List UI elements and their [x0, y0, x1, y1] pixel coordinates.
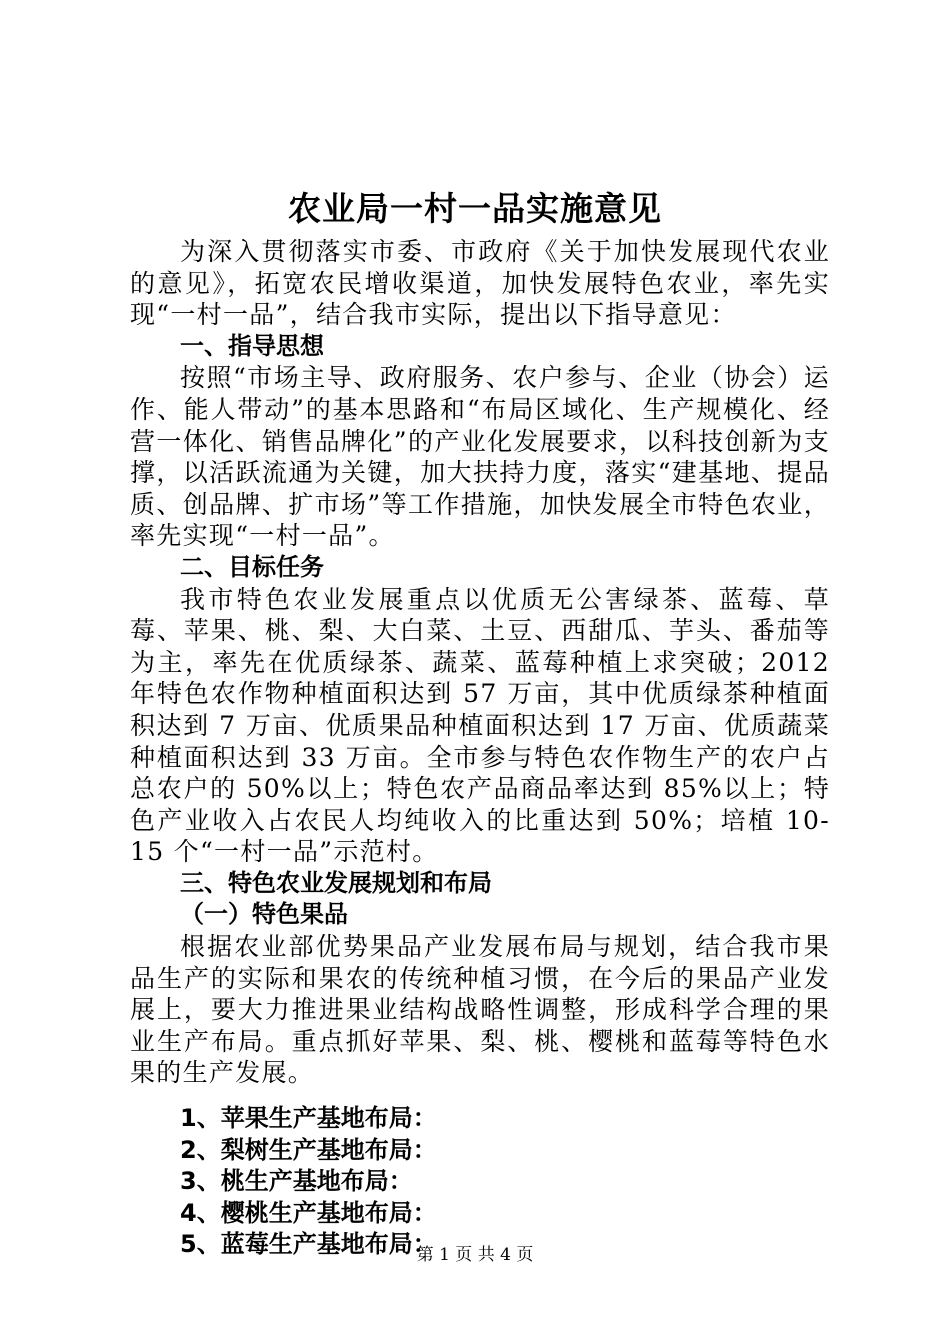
- list-item: 3、桃生产基地布局：: [180, 1167, 413, 1196]
- section-heading-planning: 三、特色农业发展规划和布局: [180, 868, 492, 897]
- guiding-thought-paragraph: 按照“市场主导、政府服务、农户参与、企业（协会）运作、能人带动”的基本思路和“布局区域化、生产规模化、经营一体化、销售品牌化”的产业化发展要求，以科技创新为支撑，以活跃流通为关键，加大扶持力度，落实“建基地、提品质、创品牌、扩市场”等工作措施，加快发展全市特色农业，率先实现“一村一品”。: [130, 363, 830, 551]
- section-heading-goals: 二、目标任务: [180, 552, 324, 581]
- list-item: 1、苹果生产基地布局：: [180, 1104, 437, 1133]
- list-item: 4、樱桃生产基地布局：: [180, 1198, 437, 1227]
- fruits-paragraph: 根据农业部优势果品产业发展布局与规划，结合我市果品生产的实际和果农的传统种植习惯，在今后的果品产业发展上，要大力推进果业结构战略性调整，形成科学合理的果业生产布局。重点抓好苹果、梨、桃、樱桃和蓝莓等特色水果的生产发展。: [130, 932, 830, 1088]
- list-item: 2、梨树生产基地布局：: [180, 1135, 437, 1164]
- goals-paragraph: 我市特色农业发展重点以优质无公害绿茶、蓝莓、草莓、苹果、桃、梨、大白菜、土豆、西甜瓜、芋头、番茄等为主，率先在优质绿茶、蔬菜、蓝莓种植上求突破；2012 年特色农作物种植面积达到 57 万亩，其中优质绿茶种植面积达到 7 万亩、优质果品种植面积达到 17 万亩、优质蔬菜种植面积达到 33 万亩。全市参与特色农作物生产的农户占总农户的 50%以上；特色农产品商品率达到 85%以上；特色产业收入占农民人均纯收入的比重达到 50%；培植 10-15 个“一村一品”示范村。: [130, 584, 830, 867]
- subsection-heading-fruits: （一）特色果品: [180, 900, 348, 929]
- list-item: 5、蓝莓生产基地布局：: [180, 1230, 437, 1259]
- document-title: 农业局一村一品实施意见: [288, 189, 662, 228]
- base-layout-list: [130, 1103, 830, 1261]
- intro-paragraph: 为深入贯彻落实市委、市政府《关于加快发展现代农业的意见》，拓宽农民增收渠道，加快发展特色农业，率先实现“一村一品”，结合我市实际，提出以下指导意见：: [130, 237, 830, 330]
- section-heading-guiding-thought: 一、指导思想: [180, 331, 324, 360]
- document-body: [130, 236, 830, 1261]
- page-number-footer: 第 1 页 共 4 页: [416, 1245, 534, 1265]
